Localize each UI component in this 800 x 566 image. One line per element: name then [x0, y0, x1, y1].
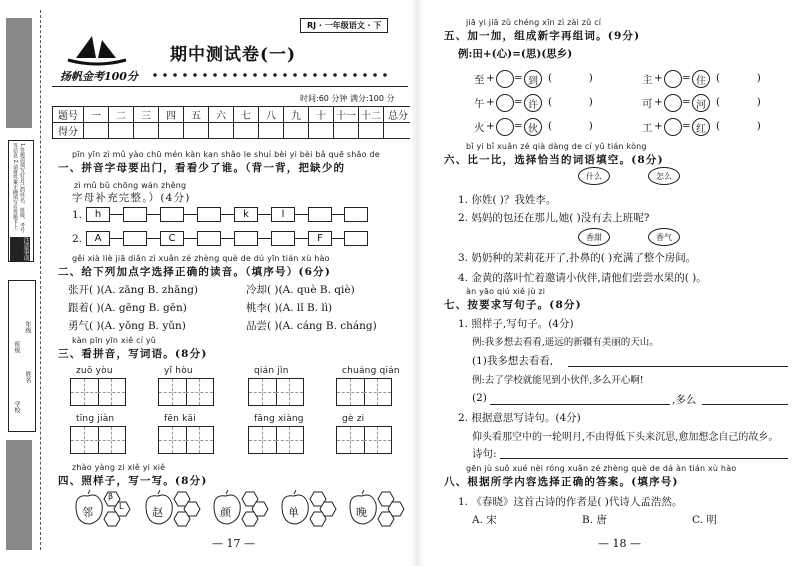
sidebar-info-box — [8, 280, 36, 432]
q4-item — [210, 490, 274, 530]
letter-box[interactable] — [197, 207, 221, 222]
q7-fill1-label: (1)我多想去看看, — [472, 355, 554, 367]
score-cell[interactable] — [359, 123, 384, 139]
q2-item — [68, 300, 187, 315]
q7-fill2-blank-a[interactable] — [490, 404, 670, 405]
q1-title: 一、拼音字母要出门，看看少了谁。（背一背，把缺少的 — [58, 162, 346, 174]
q5-circle-blank[interactable] — [496, 70, 514, 88]
notice-label: 注意事项 — [10, 237, 30, 261]
q5-circle-result: 到 — [524, 70, 542, 88]
q5-circle-result: 住 — [692, 70, 710, 88]
q7-pinyin: àn yāo qiú xiě jù zi — [466, 287, 546, 296]
q5-example-text: 例:田+(心)=(思)(思乡) — [458, 48, 573, 60]
tianzi-guide — [172, 379, 173, 405]
q7-fill1 — [472, 353, 553, 368]
time-info: 时间:60 分钟 满分:100 分 — [300, 94, 395, 103]
score-row-label: 得分 — [53, 123, 84, 139]
tianzi-guide — [262, 427, 263, 453]
tianzi-cell[interactable] — [276, 427, 303, 453]
tianzi-cell[interactable] — [364, 427, 391, 453]
q4-char: 晚 — [356, 506, 367, 519]
sailboat-icon — [62, 28, 132, 68]
q6-sentence[interactable]: 4. 金黄的落叶忙着邀请小伙伴,请他们尝尝水果的( )。 — [458, 272, 707, 284]
tianzi-cell[interactable] — [249, 427, 277, 453]
q1-row1-label: 1. — [72, 209, 83, 221]
tianzi-guide — [350, 427, 351, 453]
q1-pinyin: pīn yīn zì mǔ yào chū mén kàn kan shǎo le shuí bèi yi bèi bǎ quē shǎo de — [72, 150, 380, 159]
tianzi-box[interactable] — [248, 378, 304, 406]
q7-fill2-suffix: ,多么 — [672, 394, 697, 406]
letter-box[interactable] — [308, 207, 332, 222]
tianzi-guide — [199, 379, 200, 405]
q5-word-blank[interactable]: ( ) — [548, 120, 593, 132]
letter-box[interactable] — [344, 207, 368, 222]
q2-item — [68, 318, 186, 333]
header-logo — [62, 28, 132, 68]
q6-title: 六、比一比，选择恰当的词语填空。(8分) — [444, 154, 664, 166]
q4-pinyin: zhào yàng zi xiě yi xiě — [72, 463, 166, 472]
q3-pinyin-label: chuáng qián — [342, 366, 400, 376]
tianzi-cell[interactable] — [337, 379, 365, 405]
q5-equals: = — [514, 120, 523, 132]
q2-word: 跟着 — [68, 302, 89, 314]
score-header: 七 — [234, 107, 259, 123]
q6-pinyin: bǐ yi bǐ xuǎn zé qià dàng de cí yǔ tián kòng — [466, 142, 647, 151]
q4-item — [72, 490, 136, 530]
tianzi-guide — [199, 427, 200, 453]
q5-row — [642, 118, 782, 136]
header-rule — [52, 86, 408, 87]
q2-options[interactable]: ( )(A. gēng B. gēn) — [89, 302, 187, 314]
q2-word: 勇气 — [68, 320, 89, 332]
q5-equals: = — [682, 120, 691, 132]
tianzi-box[interactable] — [158, 426, 214, 454]
tianzi-guide — [111, 379, 112, 405]
tianzi-box[interactable] — [70, 378, 126, 406]
q1-row1 — [86, 207, 376, 223]
tianzi-box[interactable] — [70, 426, 126, 454]
score-cell[interactable] — [84, 123, 109, 139]
q4-item — [278, 490, 342, 530]
q5-example — [458, 46, 572, 61]
q3-title: 三、看拼音，写词语。(8分) — [58, 348, 208, 360]
grade-label: 年级 — [24, 321, 31, 333]
score-cell[interactable] — [234, 123, 259, 139]
q8-option[interactable]: A. 宋 — [472, 514, 497, 526]
q2-pinyin: gěi xià liè jiā diǎn zì xuǎn zé zhèng què de dú yīn tián xù hào — [72, 254, 330, 263]
q5-circle-blank[interactable] — [664, 118, 682, 136]
q5-word-blank[interactable]: ( ) — [716, 96, 761, 108]
q5-plus: + — [486, 120, 495, 132]
tianzi-guide — [289, 427, 290, 453]
score-header: 总分 — [384, 107, 413, 123]
page-number-left: — 17 — — [212, 537, 255, 550]
q7-title: 七、按要求写句子。(8分) — [444, 299, 582, 311]
letter-box[interactable]: A — [86, 231, 110, 246]
q5-equals: = — [682, 72, 691, 84]
q3-pinyin-label: zuǒ yòu — [76, 366, 113, 376]
q2-item — [246, 318, 377, 333]
score-cell[interactable] — [209, 123, 234, 139]
letter-box[interactable] — [197, 231, 221, 246]
q7-poem-label: 诗句: — [472, 448, 497, 460]
score-header: 三 — [134, 107, 159, 123]
q5-circle-blank[interactable] — [664, 70, 682, 88]
q1-pinyin-2: zì mǔ bǔ chōng wán zhěng — [74, 181, 187, 190]
score-cell[interactable] — [309, 123, 334, 139]
q5-circle-result: 红 — [692, 118, 710, 136]
score-header: 八 — [259, 107, 284, 123]
tianzi-cell[interactable] — [186, 379, 213, 405]
q7-sub1: 1. 照样子,写句子。(4分) — [458, 318, 574, 330]
sidebar-band-top — [6, 18, 32, 128]
series-badge: RJ · 一年级语文 · 下 — [300, 18, 388, 33]
score-header: 题号 — [53, 107, 84, 123]
tianzi-box[interactable] — [248, 426, 304, 454]
tianzi-cell[interactable] — [71, 427, 99, 453]
tianzi-guide — [84, 427, 85, 453]
score-header: 十一 — [334, 107, 359, 123]
tianzi-cell[interactable] — [159, 427, 187, 453]
tianzi-box[interactable] — [336, 378, 392, 406]
q6-tag — [578, 228, 610, 246]
q5-plus: + — [654, 120, 663, 132]
q4-sample-mark: β — [108, 492, 114, 501]
q7-poem-blank[interactable] — [500, 458, 788, 459]
q5-equals: = — [514, 72, 523, 84]
q2-word: 品尝 — [246, 320, 267, 332]
letter-box[interactable] — [123, 231, 147, 246]
tianzi-cell[interactable] — [364, 379, 391, 405]
q7-fill2-num: (2) — [472, 392, 487, 404]
score-header: 一 — [84, 107, 109, 123]
q6-tag — [578, 167, 610, 185]
q5-circle-result: 河 — [692, 94, 710, 112]
q8-option[interactable]: C. 明 — [692, 514, 717, 526]
q5-char-a: 可 — [642, 98, 653, 110]
q2-item — [68, 282, 198, 297]
page-number-right: — 18 — — [598, 537, 641, 550]
q3-pinyin-label: fāng xiàng — [254, 414, 304, 424]
letter-box[interactable]: k — [234, 207, 258, 222]
q2-word: 张开 — [68, 284, 89, 296]
sidebar-notice — [8, 140, 34, 262]
score-cell[interactable] — [284, 123, 309, 139]
q7-example1: 例:我多想去看看,遥远的新疆有美丽的天山。 — [472, 337, 659, 348]
score-header: 十 — [309, 107, 334, 123]
letter-box[interactable]: F — [308, 231, 332, 246]
q6-tag-label: 香甜 — [586, 232, 602, 242]
sidebar-band-bottom — [6, 440, 32, 550]
q8-pinyin: gēn jù suǒ xué nèi róng xuǎn zé zhèng què de dá àn tián xù hào — [466, 464, 737, 473]
q7-fill1-blank[interactable] — [568, 366, 788, 367]
q1-row2 — [86, 231, 376, 247]
q5-char-a: 火 — [474, 122, 485, 134]
left-sidebar — [0, 0, 36, 566]
school-label: 学校 — [13, 401, 20, 413]
q6-tag-label: 香气 — [656, 232, 672, 242]
q4-char: 邻 — [82, 506, 93, 519]
q3-pinyin: kàn pīn yīn xiě cí yǔ — [72, 336, 157, 345]
q5-circle-blank[interactable] — [664, 94, 682, 112]
q2-options[interactable]: ( )(A. cáng B. cháng) — [267, 320, 377, 332]
q2-item — [246, 300, 332, 315]
q4-char: 赵 — [152, 506, 163, 519]
q3-pinyin-label: yǐ hòu — [164, 366, 193, 376]
q4-char: 颜 — [220, 506, 231, 519]
q4-item — [346, 490, 410, 530]
q7-meaning: 仰头看那空中的一轮明月,不由得低下头来沉思,愈加想念自己的故乡。 — [472, 432, 779, 443]
tianzi-guide — [377, 379, 378, 405]
q2-item — [246, 282, 355, 297]
tianzi-box[interactable] — [158, 378, 214, 406]
score-cell[interactable] — [109, 123, 134, 139]
score-cell[interactable] — [259, 123, 284, 139]
q5-equals: = — [514, 96, 523, 108]
q5-circle-blank[interactable] — [496, 118, 514, 136]
tianzi-guide — [262, 379, 263, 405]
q1-title-2: 字母补充完整。）(4分) — [72, 192, 191, 204]
letter-box[interactable]: C — [160, 231, 184, 246]
q5-row — [474, 118, 614, 136]
q4-char: 单 — [288, 506, 299, 519]
q5-word-blank[interactable]: ( ) — [716, 120, 761, 132]
q5-word-blank[interactable]: ( ) — [716, 72, 761, 84]
q3-pinyin-label: gè zi — [342, 414, 365, 424]
tianzi-cell[interactable] — [98, 427, 125, 453]
q4-item — [142, 490, 206, 530]
score-cell[interactable] — [159, 123, 184, 139]
q5-equals: = — [682, 96, 691, 108]
q6-tag-label: 什么 — [586, 171, 602, 181]
score-header: 六 — [209, 107, 234, 123]
notice-text: 1.答题前填写好自己的姓名、班级、考号等信息 2.请将答案正确填写在答题卡上 — [12, 143, 25, 233]
tianzi-cell[interactable] — [98, 379, 125, 405]
letter-box[interactable] — [123, 207, 147, 222]
q8-option[interactable]: B. 唐 — [582, 514, 607, 526]
q5-plus: + — [486, 72, 495, 84]
tianzi-guide — [84, 379, 85, 405]
q2-title: 二、给下列加点字选择正确的读音。（填序号）(6分) — [58, 266, 331, 278]
q3-pinyin-label: tīng jiàn — [76, 414, 115, 424]
score-cell[interactable] — [184, 123, 209, 139]
q5-word-blank[interactable]: ( ) — [548, 72, 593, 84]
tianzi-cell[interactable] — [276, 379, 303, 405]
q8-question[interactable]: 1. 《春晓》这首古诗的作者是( )代诗人孟浩然。 — [458, 496, 683, 508]
score-header: 十二 — [359, 107, 384, 123]
q5-pinyin: jiā yi jiā zǔ chéng xīn zì zài zǔ cí — [466, 18, 602, 27]
score-cell[interactable] — [384, 123, 413, 139]
q6-sentence[interactable]: 3. 奶奶种的茉莉花开了,扑鼻的( )充满了整个房间。 — [458, 252, 697, 264]
score-header: 五 — [184, 107, 209, 123]
q7-example2: 例:去了学校就能见到小伙伴,多么开心啊! — [472, 375, 644, 386]
class-label: 班级 — [13, 341, 20, 353]
q5-title: 五、加一加，组成新字再组词。(9分) — [444, 30, 641, 42]
tianzi-guide — [111, 427, 112, 453]
score-cell[interactable] — [334, 123, 359, 139]
q1-row2-label: 2. — [72, 233, 83, 245]
exam-title: 期中测试卷(一) — [170, 45, 297, 65]
q5-char-a: 主 — [642, 74, 653, 86]
q2-options[interactable]: ( )(A. yǒng B. yǔn) — [89, 320, 186, 332]
q6-sentence[interactable]: 1. 你姓( )？我姓李。 — [458, 194, 557, 206]
q6-tag — [648, 228, 680, 246]
letter-box[interactable]: h — [86, 207, 110, 222]
name-label: 姓名 — [24, 371, 31, 383]
letter-box[interactable]: l — [271, 207, 295, 222]
q5-plus: + — [654, 96, 663, 108]
q2-word: 冷却 — [246, 284, 267, 296]
q6-tag-label: 怎么 — [656, 171, 672, 181]
q7-sub2: 2. 根据意思写诗句。(4分) — [458, 412, 581, 424]
q3-pinyin-label: fēn kāi — [164, 414, 196, 424]
letter-box[interactable] — [234, 231, 258, 246]
q6-sentence[interactable]: 2. 妈妈的包还在那儿,她( )没有去上班呢? — [458, 212, 650, 224]
tianzi-cell[interactable] — [249, 379, 277, 405]
q5-row — [474, 94, 614, 112]
tianzi-box[interactable] — [336, 426, 392, 454]
q5-char-a: 至 — [474, 74, 485, 86]
tianzi-cell[interactable] — [337, 427, 365, 453]
q2-options[interactable]: ( )(A. què B. qiè) — [267, 284, 355, 296]
q5-plus: + — [654, 72, 663, 84]
tianzi-guide — [289, 379, 290, 405]
q5-row — [642, 94, 782, 112]
q5-char-a: 工 — [642, 122, 653, 134]
q4-sample-mark: L — [119, 502, 124, 511]
q7-fill2-blank-b[interactable] — [702, 404, 788, 405]
q3-pinyin-label: qián jìn — [254, 366, 289, 376]
q5-row — [642, 70, 782, 88]
q2-options[interactable]: ( )(A. zāng B. zhāng) — [89, 284, 199, 296]
tianzi-cell[interactable] — [159, 379, 187, 405]
q5-row — [474, 70, 614, 88]
brand-title: 扬帆金考100分 — [60, 70, 138, 83]
tianzi-cell[interactable] — [71, 379, 99, 405]
letter-box[interactable] — [344, 231, 368, 246]
score-header: 九 — [284, 107, 309, 123]
q5-circle-result: 许 — [524, 94, 542, 112]
q5-char-a: 午 — [474, 98, 485, 110]
letter-box[interactable] — [271, 231, 295, 246]
page-divider — [410, 0, 424, 566]
q5-circle-result: 伙 — [524, 118, 542, 136]
tianzi-guide — [377, 427, 378, 453]
tianzi-guide — [350, 379, 351, 405]
score-table — [52, 106, 413, 139]
header-dots — [150, 72, 390, 78]
score-header: 四 — [159, 107, 184, 123]
q5-circle-blank[interactable] — [496, 94, 514, 112]
tianzi-guide — [172, 427, 173, 453]
score-header: 二 — [109, 107, 134, 123]
q6-tag — [648, 167, 680, 185]
q2-options[interactable]: ( )(A. lǐ B. lì) — [267, 302, 333, 314]
sidebar-cut-line — [40, 10, 41, 550]
tianzi-cell[interactable] — [186, 427, 213, 453]
q5-plus: + — [486, 96, 495, 108]
q8-title: 八、根据所学内容选择正确的答案。(填序号) — [444, 476, 679, 488]
q2-word: 桃李 — [246, 302, 267, 314]
q5-word-blank[interactable]: ( ) — [548, 96, 593, 108]
q4-title: 四、照样子，写一写。(8分) — [58, 475, 208, 487]
score-cell[interactable] — [134, 123, 159, 139]
letter-box[interactable] — [160, 207, 184, 222]
